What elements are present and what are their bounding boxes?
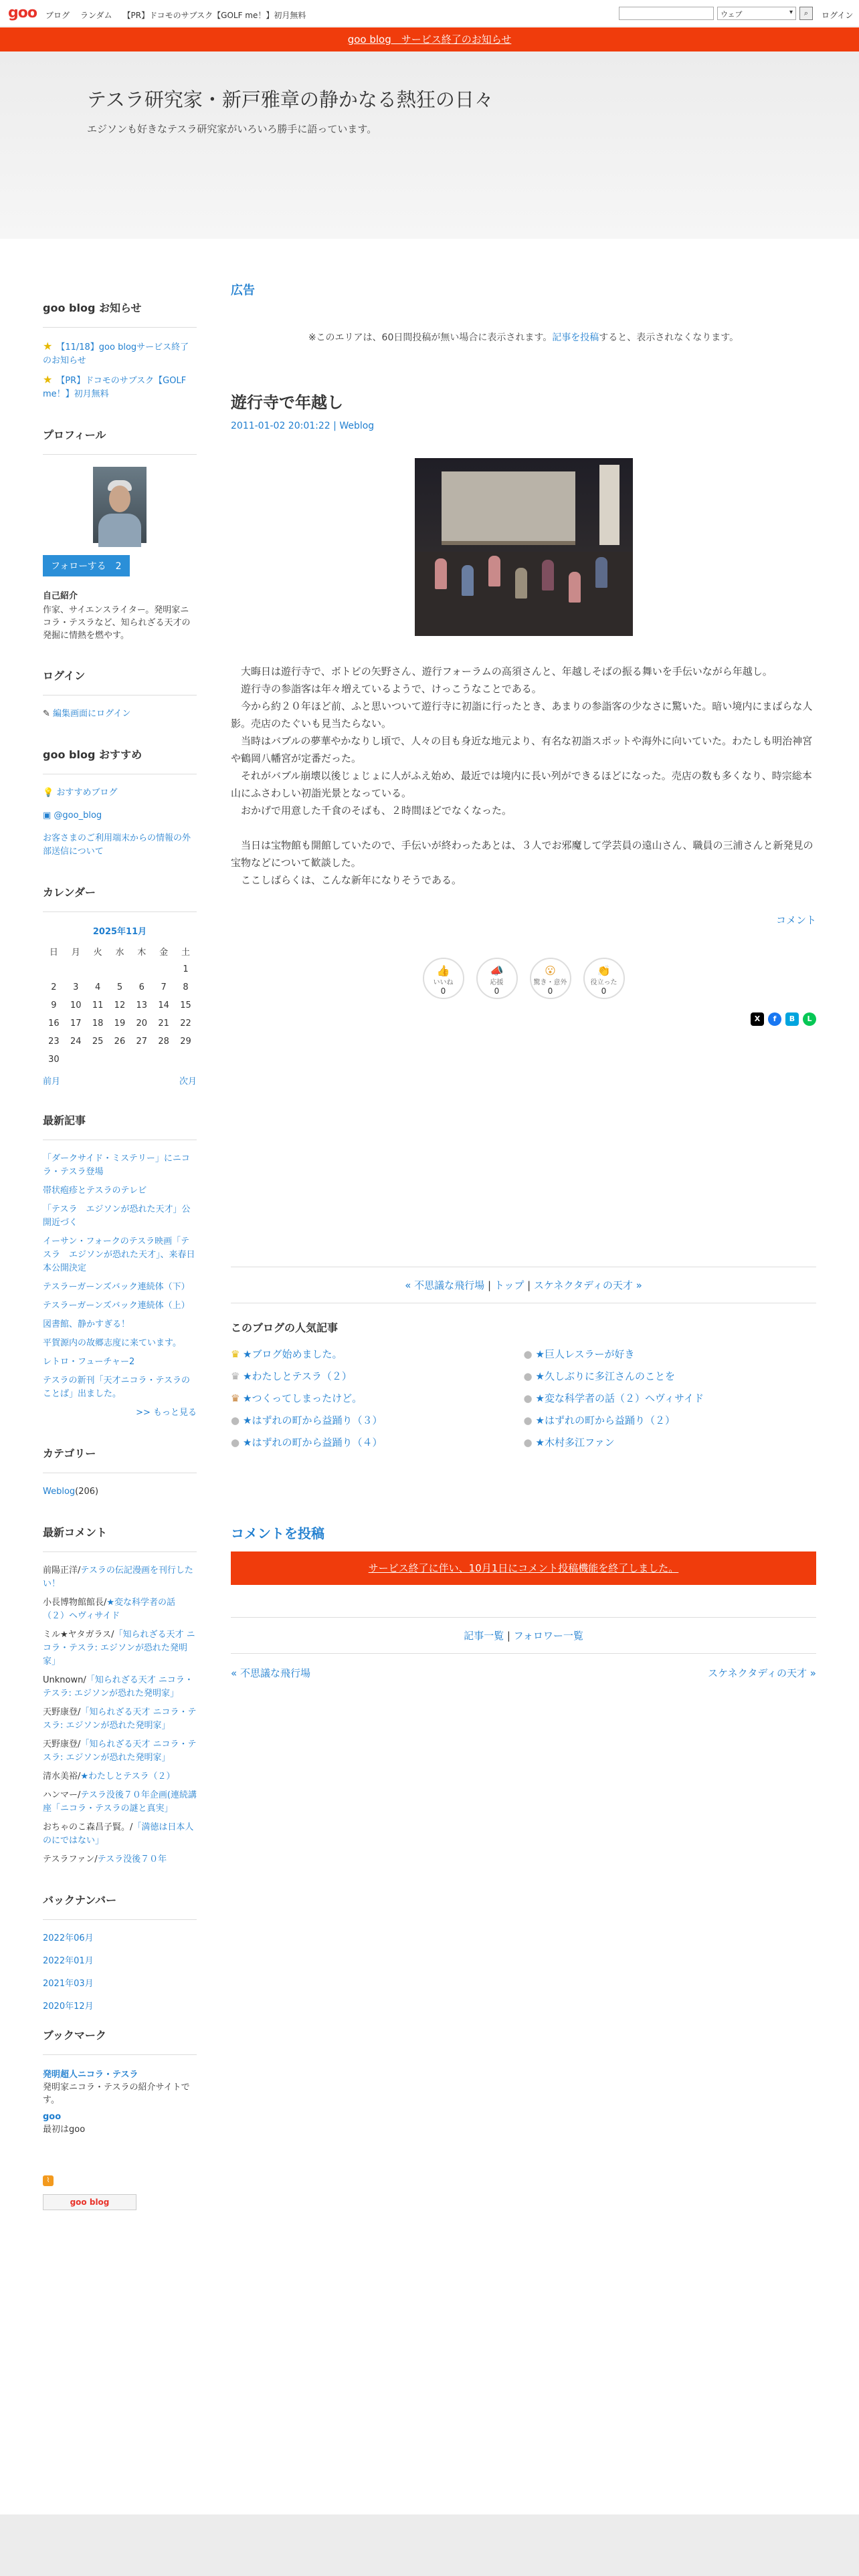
category-count: (206)	[75, 1487, 99, 1497]
pencil-icon: ✎	[43, 709, 54, 719]
backnumber-link[interactable]: 2020年12月	[43, 2002, 94, 2012]
recent-entry-link[interactable]: 平賀源内の故郷志度に来ています。	[43, 1338, 181, 1348]
top-link[interactable]: トップ	[494, 1279, 524, 1291]
popular-item	[231, 1369, 524, 1383]
calendar-day: 19	[114, 1018, 126, 1029]
calendar-day: 5	[116, 982, 123, 992]
calendar-day: 9	[51, 1000, 57, 1010]
reaction-label: 役立った	[590, 979, 617, 986]
nav-link-pr[interactable]: 【PR】ドコモのサブスク【GOLF me！】初月無料	[122, 11, 306, 20]
popular-link[interactable]: ★はずれの町から益踊り（４）	[243, 1436, 383, 1448]
reaction-buttons	[231, 958, 816, 999]
crown-icon: ♛	[231, 1392, 240, 1404]
calendar-day: 27	[136, 1037, 148, 1047]
crown-icon: ♛	[231, 1370, 240, 1382]
blog-title[interactable]: テスラ研究家・新戸雅章の静かなる熱狂の日々	[87, 88, 494, 111]
calendar-day: 3	[73, 982, 79, 992]
entry-paragraph: 大晦日は遊行寺で、ボトビの矢野さん、遊行フォーラムの高須さんと、年越しそばの振る舞いを手伝いながら年越し。	[241, 665, 773, 677]
category-link[interactable]: Weblog	[43, 1487, 76, 1497]
popular-item	[231, 1413, 524, 1427]
goo-logo[interactable]: goo	[8, 5, 37, 21]
calendar-day	[65, 960, 87, 978]
popular-link[interactable]: ★はずれの町から益踊り（３）	[243, 1414, 383, 1426]
follow-count: 2	[115, 561, 122, 572]
calendar-day: 13	[136, 1000, 148, 1010]
calendar-day: 23	[48, 1037, 60, 1047]
megaphone-icon: 📣	[490, 964, 504, 977]
list-links: 記事一覧 | フォロワー一覧	[464, 1630, 583, 1642]
recent-entry-link[interactable]: 「テスラ エジソンが恐れた天才」公開近づく	[43, 1204, 191, 1228]
recent-entry-link[interactable]: テスラの新刊「天才ニコラ・テスラのことば」出ました。	[43, 1376, 190, 1399]
entry-pager: « 不思議な飛行場 | トップ | スケネクタディの天才 »	[405, 1279, 642, 1291]
avatar	[93, 467, 147, 543]
comment-item	[43, 1821, 197, 1848]
sidebar-heading: ブックマーク	[43, 2027, 197, 2055]
nav-link-blog[interactable]: ブログ	[45, 11, 70, 20]
entry-meta: 2011-01-02 20:01:22 | Weblog	[231, 421, 375, 431]
twitter-icon: ▣	[43, 811, 54, 821]
popular-link[interactable]: ★巨人レスラーが好き	[535, 1348, 635, 1360]
calendar-day	[109, 1051, 131, 1069]
calendar-day: 6	[138, 982, 145, 992]
clap-icon: 👏	[597, 964, 611, 977]
main-content	[231, 281, 816, 1692]
article-list-link[interactable]: 記事一覧	[464, 1630, 504, 1642]
calendar-day: 17	[70, 1018, 82, 1029]
popular-item	[524, 1369, 817, 1383]
calendar-day	[109, 960, 131, 978]
comment-item	[43, 1789, 197, 1816]
reaction-label: いいね	[433, 979, 454, 986]
entry-paragraph: 当日は宝物館も開館していたので、手伝いが終わったあとは、３人でお邪魔して学芸員の遠山さん、職員の三浦さんと新発見の宝物などについて歓談した。	[231, 839, 814, 869]
rank-dot-icon: ●	[523, 1392, 533, 1404]
blog-description: エジソンも好きなテスラ研究家がいろいろ勝手に語っています。	[87, 123, 377, 135]
calendar-day: 21	[158, 1018, 169, 1029]
comment-entry-link[interactable]: ★わたしとテスラ（２）	[80, 1772, 175, 1782]
comment-author: ミル★ヤタガラス/	[43, 1630, 114, 1640]
sidebar-heading: プロフィール	[43, 427, 197, 455]
backnumber-list[interactable]	[43, 1932, 197, 2012]
comment-author: テスラファン/	[43, 1854, 98, 1864]
facebook-share-icon[interactable]: f	[768, 1012, 781, 1026]
share-buttons	[231, 1012, 816, 1026]
recent-entry-link[interactable]: テスラーガーンズバック連続体（上）	[43, 1301, 190, 1311]
sidebar-heading: 最新コメント	[43, 1524, 197, 1552]
comment-author: 小長博物館館長/	[43, 1598, 107, 1608]
comment-item	[43, 1564, 197, 1591]
reaction-cheer-button[interactable]	[476, 958, 518, 999]
recent-entry-link[interactable]: 図書館、静かすぎる！	[43, 1319, 130, 1329]
popular-item	[231, 1435, 524, 1449]
calendar-weekday: 木	[137, 948, 147, 958]
prev-entry-link[interactable]: « 不思議な飛行場	[405, 1279, 485, 1291]
sidebar-categories	[43, 1445, 197, 1499]
sidebar-calendar	[43, 884, 197, 1087]
comment-item	[43, 1596, 197, 1623]
calendar-day: 16	[48, 1018, 60, 1029]
comment-item	[43, 1738, 197, 1765]
popular-item	[231, 1391, 524, 1405]
calendar-day	[130, 1051, 153, 1069]
popular-item	[231, 1347, 524, 1361]
calendar-day: 15	[180, 1000, 191, 1010]
calendar-weekday: 月	[71, 948, 80, 958]
next-entry-link[interactable]: スケネクタディの天才 »	[533, 1279, 642, 1291]
calendar-day: 25	[92, 1037, 104, 1047]
external-transmission-link[interactable]: お客さまのご利用端末からの情報の外部送信について	[43, 833, 191, 857]
service-end-notice-bar	[0, 27, 859, 51]
recent-more-link[interactable]: >> もっと見る	[136, 1408, 197, 1418]
backnumber-link[interactable]: 2022年01月	[43, 1956, 94, 1966]
sidebar	[43, 300, 197, 2236]
ad-notice-text: ※このエリアは、60日間投稿が無い場合に表示されます。	[308, 332, 553, 343]
surprise-icon: 😮	[545, 964, 556, 977]
popular-link[interactable]: ★つくってしまったけど。	[243, 1392, 363, 1404]
star-icon: ★	[43, 373, 53, 386]
comment-item	[43, 1706, 197, 1733]
global-nav	[45, 9, 306, 21]
calendar-day: 24	[70, 1037, 82, 1047]
sidebar-heading: goo blog お知らせ	[43, 300, 197, 328]
sidebar-heading: バックナンバー	[43, 1892, 197, 1920]
intro-heading: 自己紹介	[43, 591, 78, 601]
reaction-surprise-button[interactable]	[530, 958, 571, 999]
calendar-day: 10	[70, 1000, 82, 1010]
calendar-weekday: 火	[93, 948, 102, 958]
entry-photo[interactable]	[415, 458, 633, 636]
bottom-next-entry-link[interactable]: スケネクタディの天才 »	[708, 1667, 816, 1679]
popular-item	[524, 1413, 817, 1427]
page-footer	[0, 2514, 859, 2576]
sidebar-profile	[43, 427, 197, 642]
recommend-blog-link[interactable]: おすすめブログ	[56, 788, 118, 798]
entry-paragraph: それがバブル崩壊以後じょじょに人がふえ始め、最近では境内に長い列ができるほどになった。売店の数も多くなり、時宗総本山にふさわしい初詣光景となっている。	[231, 770, 812, 799]
rank-dot-icon: ●	[523, 1414, 533, 1426]
comment-entry-link[interactable]: 「知られざる天才 ニコラ・テスラ: エジソンが恐れた発明家」	[43, 1675, 193, 1699]
backnumber-link[interactable]: 2021年03月	[43, 1979, 94, 1989]
comment-author: 前陽正洋/	[43, 1566, 81, 1576]
bookmark-description: 発明家ニコラ・テスラの紹介サイトです。	[43, 2082, 190, 2105]
ad-label: 広告	[231, 284, 255, 298]
recent-entry-link[interactable]: イーサン・フォークのテスラ映画「テスラ エジソンが恐れた天才」、来春日本公開決定	[43, 1237, 195, 1273]
calendar-nav	[43, 1074, 197, 1087]
comment-item	[43, 1770, 197, 1784]
popular-link[interactable]: ★変な科学者の話（２）ヘヴィサイド	[535, 1392, 704, 1404]
comment-author: 天野康登/	[43, 1707, 81, 1717]
bottom-entry-nav	[231, 1654, 816, 1692]
calendar-prev-link[interactable]: 前月	[43, 1077, 61, 1087]
calendar-weekday: 日	[49, 948, 58, 958]
post-entry-link[interactable]: 記事を投稿	[552, 332, 599, 343]
calendar-day: 1	[183, 964, 189, 974]
star-icon: ★	[43, 340, 53, 352]
calendar-day	[65, 1051, 87, 1069]
search-box	[619, 7, 813, 20]
reaction-count: 0	[547, 986, 553, 996]
news-item	[43, 340, 197, 368]
sidebar-recommend	[43, 746, 197, 859]
calendar-weekday: 金	[159, 948, 169, 958]
sidebar-heading: カレンダー	[43, 884, 197, 912]
calendar-day: 29	[180, 1037, 191, 1047]
comment-item	[43, 1853, 197, 1866]
comment-entry-link[interactable]: テスラ没後７０年	[97, 1854, 167, 1864]
popular-link[interactable]: ★はずれの町から益踊り（２）	[535, 1414, 675, 1426]
rank-dot-icon: ●	[231, 1414, 240, 1426]
news-item	[43, 373, 197, 401]
intro-text: 作家、サイエンスライター。発明家ニコラ・テスラなど、知られざる天才の発掘に情熱を燃やす。	[43, 605, 191, 641]
thumbs-up-icon: 👍	[436, 964, 450, 977]
popular-link[interactable]: ★ブログ始めました。	[243, 1348, 343, 1360]
popular-list	[231, 1347, 816, 1449]
calendar-month: 2025年11月	[92, 927, 147, 937]
popular-heading: このブログの人気記事	[231, 1321, 339, 1334]
reaction-label: 驚き・意外	[533, 979, 567, 986]
reaction-like-button[interactable]	[423, 958, 464, 999]
follow-button[interactable]: フォローする 2	[43, 555, 130, 576]
blog-header	[0, 51, 859, 239]
reaction-label: 応援	[490, 979, 504, 986]
rank-dot-icon: ●	[523, 1348, 533, 1360]
sidebar-login	[43, 667, 197, 721]
login-link[interactable]: ログイン	[822, 11, 854, 20]
rank-dot-icon: ●	[523, 1436, 533, 1448]
entry-paragraph: ここしばらくは、こんな新年になりそうである。	[241, 874, 462, 886]
calendar-day	[87, 1051, 109, 1069]
calendar-day	[130, 960, 153, 978]
comment-link[interactable]: コメント	[775, 914, 816, 926]
comment-author: 清水美裕/	[43, 1772, 81, 1782]
bookmark-link[interactable]: 発明超人ニコラ・テスラ	[43, 2070, 138, 2080]
comment-entry-link[interactable]: 「知られざる天才 ニコラ・テスラ: エジソンが恐れた発明家」	[43, 1707, 197, 1731]
calendar-weekday: 水	[115, 948, 124, 958]
rss-icon[interactable]: ⌇	[43, 2175, 54, 2186]
popular-link[interactable]: ★わたしとテスラ（２）	[243, 1370, 352, 1382]
sidebar-recent-entries	[43, 1112, 197, 1420]
entry-paragraph	[231, 819, 816, 837]
global-header	[0, 0, 859, 27]
sidebar-heading: 最新記事	[43, 1112, 197, 1140]
recent-entry-link[interactable]: 帯状疱疹とテスラのテレビ	[43, 1186, 147, 1196]
entry-body	[231, 663, 816, 889]
goo-blog-badge[interactable]	[43, 2194, 136, 2210]
reaction-count: 0	[494, 986, 500, 996]
search-scope-select[interactable]: ウェブ ▾	[717, 7, 796, 20]
sidebar-bookmarks	[43, 2027, 197, 2210]
x-share-icon[interactable]: X	[751, 1012, 764, 1026]
entry-paragraph: 今から約２０年ほど前、ふと思いついて遊行寺に初詣に行ったとき、あまりの参詣客の少なさに驚いた。暗い境内にまばらな人影。売店のたぐいも見当たらない。	[231, 700, 813, 730]
sidebar-heading: カテゴリー	[43, 1445, 197, 1473]
line-share-icon[interactable]: L	[803, 1012, 816, 1026]
nav-link-random[interactable]: ランダム	[80, 11, 112, 20]
comment-entry-link[interactable]: 「知られざる天才 ニコラ・テスラ: エジソンが恐れた発明家」	[43, 1630, 195, 1667]
calendar-day: 7	[161, 982, 167, 992]
service-end-notice-link[interactable]: goo blog サービス終了のお知らせ	[347, 33, 512, 45]
calendar-weekday: 土	[181, 948, 191, 958]
calendar-day	[87, 960, 109, 978]
calendar-day: 8	[183, 982, 189, 992]
reaction-helpful-button[interactable]	[583, 958, 625, 999]
edit-login-link[interactable]: 編集画面にログイン	[53, 709, 131, 719]
search-input[interactable]	[619, 7, 714, 20]
entry-paragraph: 当時はバブルの夢華やかなりし頃で、人々の目も身近な地元より、有名な初詣スポットや海外に向いていた。わたしも明治神宮や鶴岡八幡宮が定番だった。	[231, 735, 813, 764]
popular-item	[524, 1391, 817, 1405]
entry-category-link[interactable]: Weblog	[339, 421, 375, 431]
reaction-count: 0	[601, 986, 607, 996]
calendar-day	[153, 960, 175, 978]
comment-entry-link[interactable]: ★変な科学者の話（２）ヘヴィサイド	[43, 1598, 176, 1621]
calendar-day: 4	[94, 982, 101, 992]
reaction-count: 0	[440, 986, 446, 996]
popular-item	[524, 1347, 817, 1361]
sidebar-heading: goo blog おすすめ	[43, 746, 197, 774]
calendar-day: 28	[158, 1037, 169, 1047]
news-link[interactable]: 【PR】ドコモのサブスク【GOLF me！】初月無料	[43, 376, 187, 399]
calendar-day	[43, 960, 65, 978]
entry-paragraph: 遊行寺の参詣客は年々増えているようで、けっこうなことである。	[241, 683, 542, 695]
calendar-day: 20	[136, 1018, 148, 1029]
comment-author: Unknown/	[43, 1675, 86, 1685]
backnumber-link[interactable]: 2022年06月	[43, 1933, 94, 1943]
comment-item	[43, 1674, 197, 1701]
calendar-day	[153, 1051, 175, 1069]
bookmark-description: 最初はgoo	[43, 2125, 86, 2135]
comment-entry-link[interactable]: テスラ没後７０年企画(連続講座「ニコラ・テスラの謎と真実」	[43, 1790, 197, 1814]
calendar-day	[175, 1051, 197, 1069]
recent-entry-link[interactable]: 「ダークサイド・ミステリー」にニコラ・テスラ登場	[43, 1154, 190, 1177]
calendar-day: 22	[180, 1018, 191, 1029]
comment-closed-notice[interactable]: サービス終了に伴い、10月1日にコメント投稿機能を終了しました。	[231, 1551, 816, 1585]
calendar-day: 18	[92, 1018, 104, 1029]
entry-title: 遊行寺で年越し	[231, 393, 343, 412]
calendar-day: 26	[114, 1037, 126, 1047]
rank-dot-icon: ●	[523, 1370, 533, 1382]
ad-notice	[231, 330, 816, 344]
comment-post-heading: コメントを投稿	[231, 1525, 324, 1541]
comment-entry-link[interactable]: テスラの伝記漫画を刊行したい！	[43, 1566, 193, 1589]
entry-paragraph: おかげで用意した千食のそばも、２時間ほどでなくなった。	[241, 804, 512, 817]
comment-item	[43, 1628, 197, 1669]
follower-list-link[interactable]: フォロワー一覧	[513, 1630, 583, 1642]
popular-link[interactable]: ★久しぶりに多江さんのことを	[535, 1370, 675, 1382]
sidebar-heading: ログイン	[43, 667, 197, 695]
recent-entry-link[interactable]: テスラーガーンズバック連続体（下）	[43, 1282, 190, 1292]
sidebar-news	[43, 300, 197, 401]
calendar-table	[43, 942, 197, 1069]
calendar-day: 30	[48, 1055, 60, 1065]
lightbulb-icon: 💡	[43, 788, 57, 798]
calendar-next-link[interactable]: 次月	[179, 1077, 197, 1087]
calendar-day: 12	[114, 1000, 126, 1010]
news-link[interactable]: 【11/18】goo blogサービス終了のお知らせ	[43, 342, 189, 366]
comment-author: おちゃのこ森昌子賢。/	[43, 1822, 133, 1832]
comment-entry-link[interactable]: 「満徳は日本人のにではない」	[43, 1822, 194, 1846]
badge-label: goo blog	[70, 2197, 110, 2207]
search-icon[interactable]: ⌕	[799, 7, 813, 20]
ad-notice-text: すると、表示されなくなります。	[599, 332, 739, 343]
comment-entry-link[interactable]: 「知られざる天才 ニコラ・テスラ: エジソンが恐れた発明家」	[43, 1739, 197, 1763]
calendar-day: 2	[51, 982, 57, 992]
rank-dot-icon: ●	[231, 1436, 240, 1448]
crown-icon: ♛	[231, 1348, 240, 1360]
calendar-day: 11	[92, 1000, 104, 1010]
bottom-prev-entry-link[interactable]: « 不思議な飛行場	[231, 1667, 310, 1679]
calendar-day: 14	[158, 1000, 169, 1010]
comment-author: ハンマー/	[43, 1790, 81, 1800]
entry-datetime: 2011-01-02 20:01:22	[231, 421, 330, 431]
popular-item	[524, 1435, 817, 1449]
hatena-share-icon[interactable]: B	[785, 1012, 799, 1026]
popular-link[interactable]: ★木村多江ファン	[535, 1436, 615, 1448]
sidebar-backnumber	[43, 1892, 197, 2012]
sidebar-recent-comments	[43, 1524, 197, 1866]
bookmark-link[interactable]: goo	[43, 2112, 62, 2122]
recent-entry-link[interactable]: レトロ・フューチャー2	[43, 1357, 135, 1367]
comment-author: 天野康登/	[43, 1739, 81, 1749]
twitter-link[interactable]: @goo_blog	[54, 811, 102, 821]
